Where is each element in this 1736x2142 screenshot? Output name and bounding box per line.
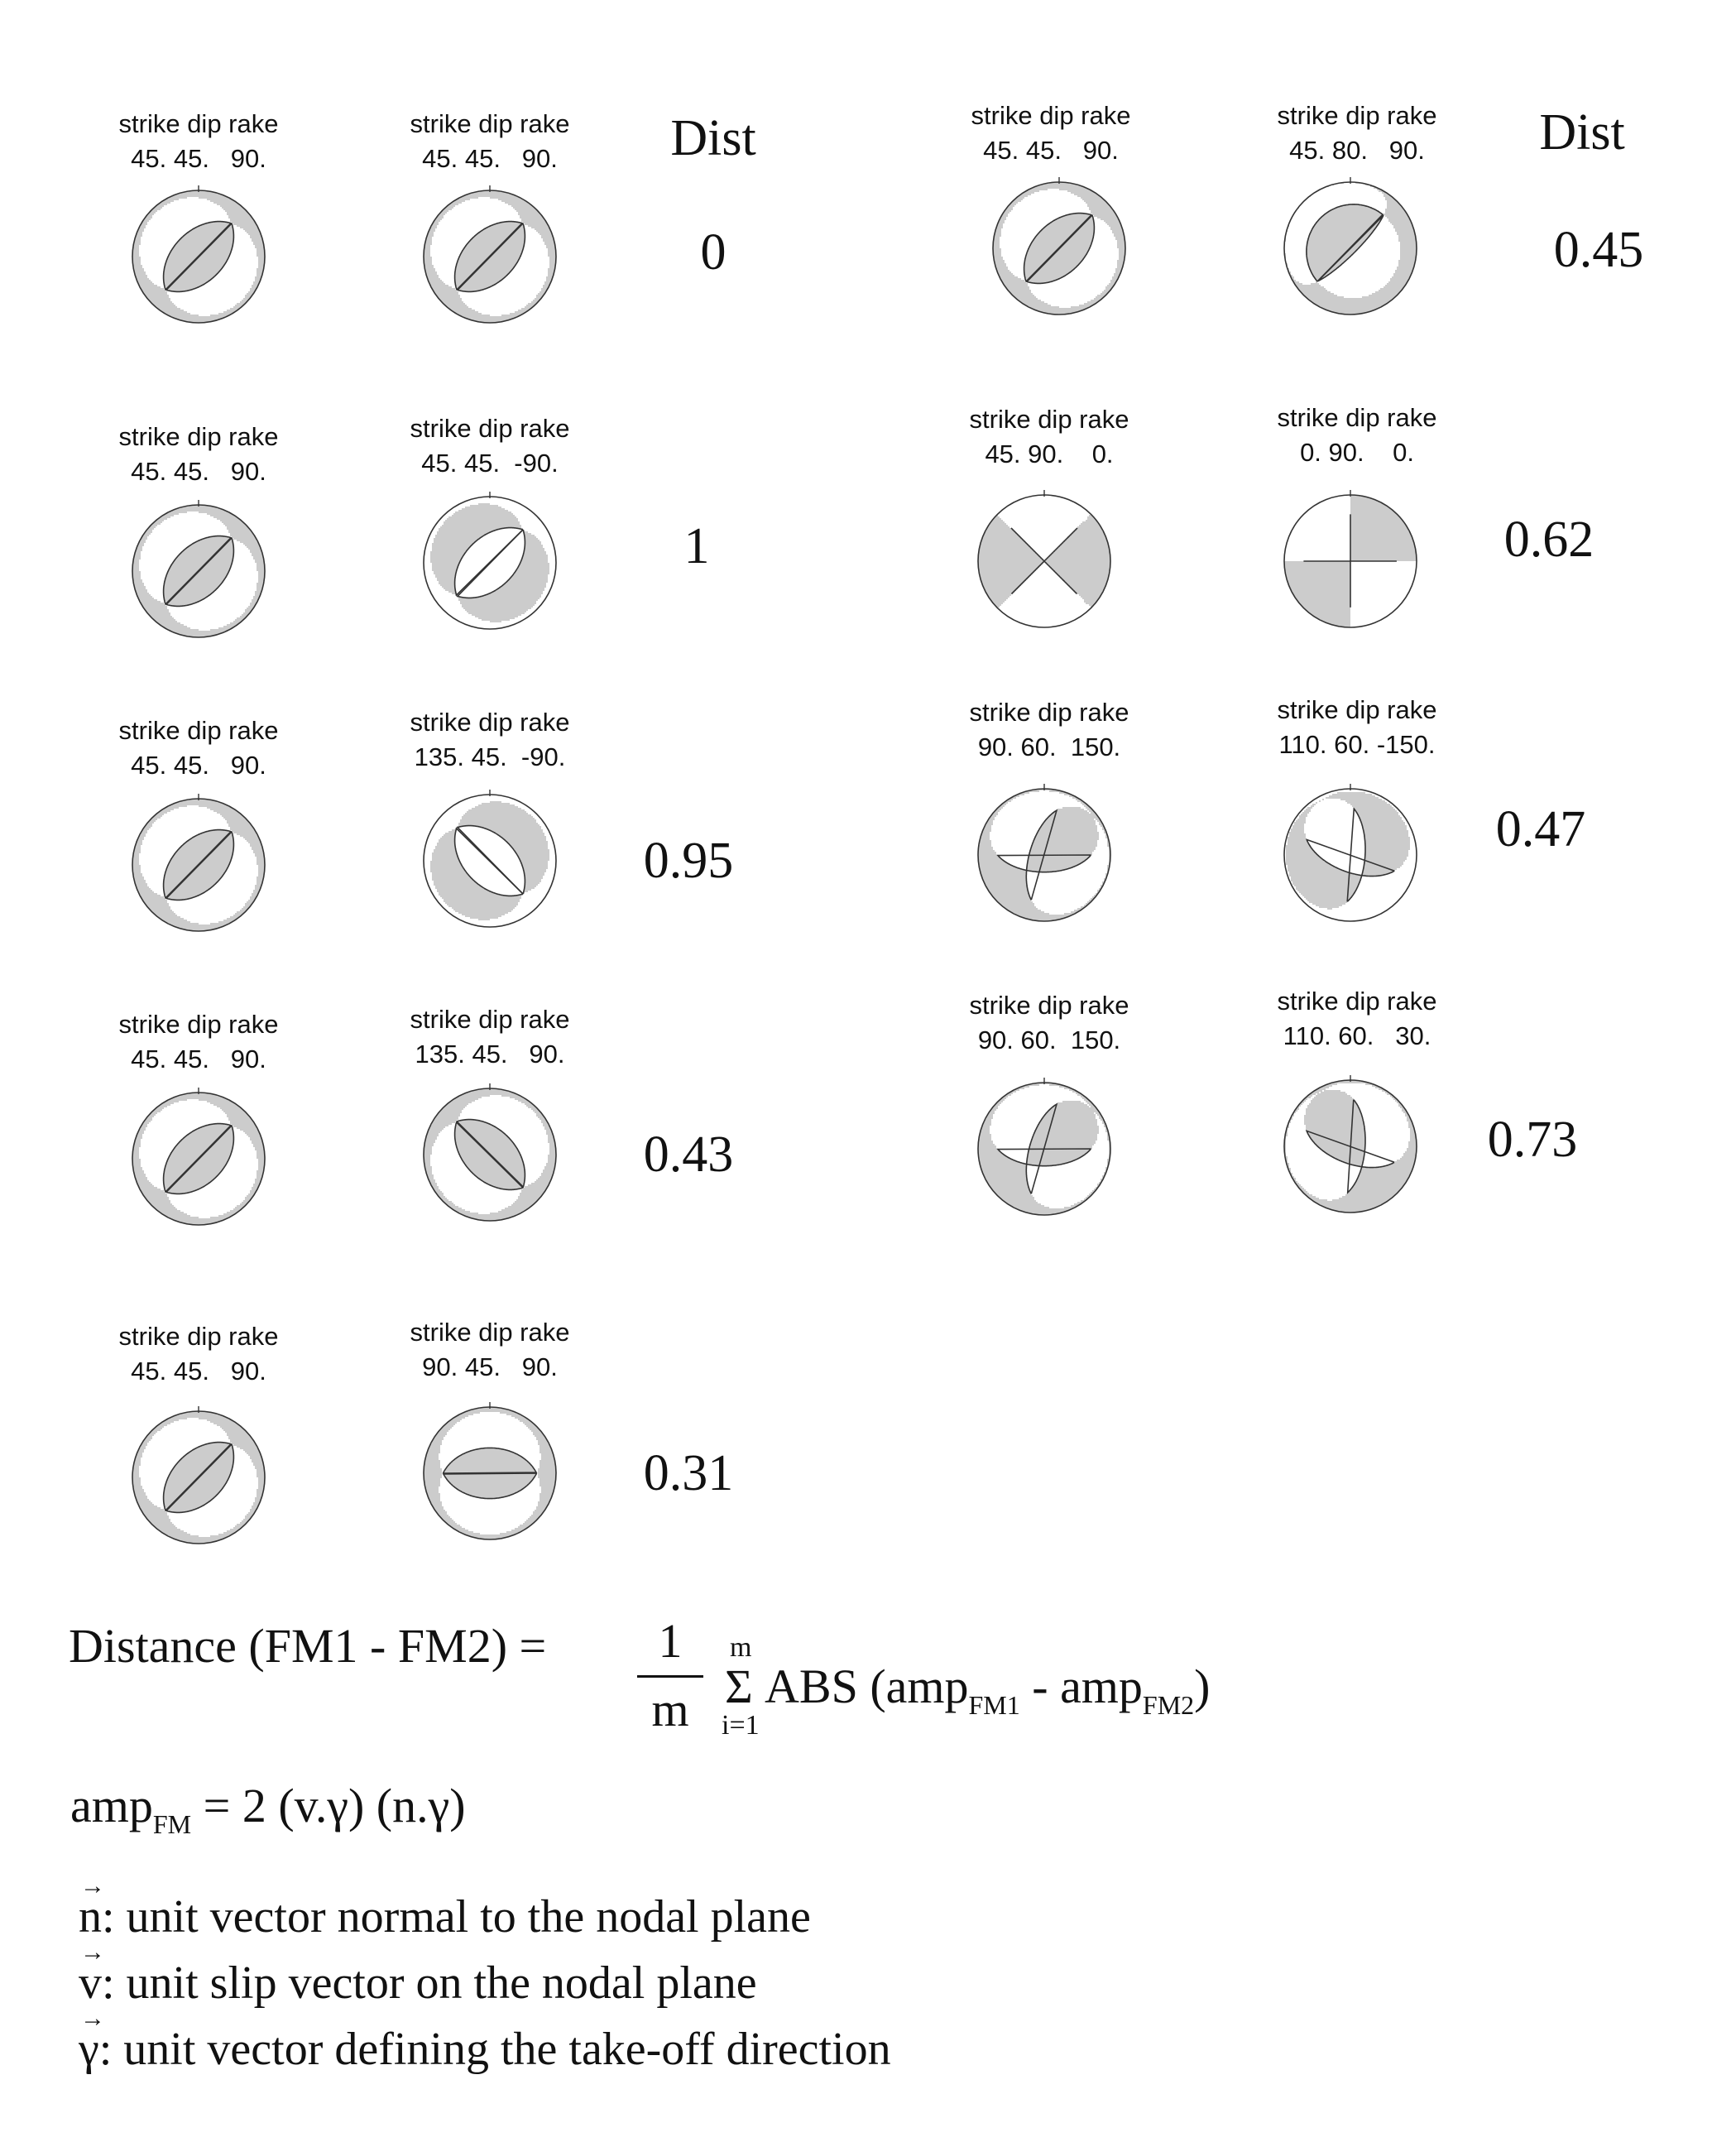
distance-value: 0.43 <box>643 1126 734 1183</box>
vector-arrow-icon: → <box>80 1938 105 1966</box>
fraction-bar <box>637 1675 703 1678</box>
definition-gamma-text: : unit vector defining the take-off direction <box>98 2024 891 2075</box>
beachball-1 <box>970 405 1129 627</box>
beachball-caption: strike dip rake <box>118 422 279 451</box>
beachball-caption: strike dip rake <box>969 405 1129 434</box>
beachball-values: 90. 60. 150. <box>977 1025 1121 1054</box>
sub-fm1: FM1 <box>968 1690 1020 1720</box>
distance-value: 0 <box>700 224 727 281</box>
beachball-caption: strike dip rake <box>969 698 1129 727</box>
beachball-caption: strike dip rake <box>1277 987 1437 1016</box>
fraction-numerator: 1 <box>658 1614 683 1668</box>
mechanism-pair-9 <box>970 987 1578 1215</box>
beachball-1 <box>119 1010 279 1225</box>
beachball-1 <box>119 1322 279 1544</box>
beachball-caption: strike dip rake <box>118 716 279 745</box>
beachball-caption: strike dip rake <box>1277 403 1437 432</box>
distance-value: 0.62 <box>1503 511 1595 568</box>
definition-v <box>79 1938 757 2010</box>
beachball-values: 45. 45. 90. <box>131 751 266 780</box>
beachball-caption: strike dip rake <box>969 991 1129 1020</box>
v-vector-symbol: → v <box>79 1938 105 2009</box>
beachball-caption: strike dip rake <box>410 109 570 138</box>
beachball-values: 45. 45. 90. <box>983 136 1119 165</box>
amp-formula <box>70 1778 466 1839</box>
beachball-values: 110. 60. -150. <box>1278 730 1436 759</box>
formula-fraction <box>637 1612 703 1738</box>
mechanism-pair-3 <box>119 708 734 931</box>
beachball-caption: strike dip rake <box>1277 101 1437 130</box>
beachball-values: 135. 45. -90. <box>414 742 566 771</box>
beachball-1 <box>119 716 279 931</box>
beachball-values: 45. 45. 90. <box>131 1045 266 1073</box>
beachball-1 <box>970 698 1129 921</box>
mechanism-pair-5 <box>119 1318 734 1544</box>
beachball-caption: strike dip rake <box>118 1010 279 1039</box>
beachball-2 <box>410 109 570 323</box>
beachball-2 <box>410 414 570 629</box>
beachball-1 <box>970 991 1129 1215</box>
beachball-2 <box>1278 403 1437 627</box>
n-vector-symbol: → n <box>79 1872 105 1943</box>
beachball-values: 45. 90. 0. <box>985 439 1114 468</box>
beachball-values: 45. 45. -90. <box>421 449 559 478</box>
distance-value: 0.47 <box>1495 801 1586 857</box>
beachball-2 <box>1278 101 1437 315</box>
beachball-caption: strike dip rake <box>410 708 570 737</box>
beachball-values: 45. 45. 90. <box>422 144 558 173</box>
beachball-2 <box>1278 695 1437 921</box>
distance-value: 0.73 <box>1487 1112 1578 1168</box>
beachball-caption: strike dip rake <box>410 1005 570 1034</box>
beachball-values: 110. 60. 30. <box>1283 1021 1431 1050</box>
amp-sub-fm: FM <box>152 1809 192 1839</box>
beachball-2 <box>410 708 570 927</box>
beachball-values: 45. 80. 90. <box>1289 136 1425 165</box>
beachball-caption: strike dip rake <box>410 414 570 443</box>
beachball-1 <box>119 422 279 637</box>
distance-value: 0.45 <box>1553 222 1644 278</box>
beachball-caption: strike dip rake <box>118 109 279 138</box>
vector-arrow-icon: → <box>80 1872 105 1899</box>
dist-header-right: Dist <box>1539 104 1625 161</box>
mechanism-pair-8 <box>970 695 1586 921</box>
mechanism-pair-4 <box>119 1005 734 1225</box>
vector-arrow-icon: → <box>80 2005 105 2032</box>
sum-lower-limit: i=1 <box>722 1710 760 1741</box>
beachball-caption: strike dip rake <box>118 1322 279 1351</box>
beachball-1 <box>119 109 279 323</box>
amp-label: amp <box>70 1779 153 1832</box>
definition-v-text: : unit slip vector on the nodal plane <box>102 1957 757 2009</box>
distance-formula <box>69 1618 546 1674</box>
abs-open: ABS (amp <box>765 1659 969 1713</box>
formula-lhs: Distance (FM1 - FM2) = <box>69 1619 547 1673</box>
beachball-values: 45. 45. 90. <box>131 144 266 173</box>
distance-value: 1 <box>683 518 710 574</box>
beachball-values: 0. 90. 0. <box>1300 438 1414 467</box>
abs-expression <box>765 1659 1211 1720</box>
beachball-values: 135. 45. 90. <box>415 1040 565 1069</box>
sum-upper-limit: m <box>730 1632 752 1663</box>
sub-fm2: FM2 <box>1142 1690 1195 1720</box>
mechanism-pair-7 <box>970 403 1595 627</box>
beachball-2 <box>1278 987 1437 1213</box>
abs-minus: - amp <box>1019 1659 1143 1713</box>
mechanism-pair-2 <box>119 414 710 637</box>
beachball-caption: strike dip rake <box>971 101 1131 130</box>
definition-gamma <box>79 2005 891 2076</box>
beachball-2 <box>410 1318 570 1539</box>
definition-n-text: : unit vector normal to the nodal plane <box>102 1891 811 1943</box>
beachball-values: 90. 60. 150. <box>977 732 1121 761</box>
beachball-values: 90. 45. 90. <box>422 1352 558 1381</box>
beachball-1 <box>971 101 1131 315</box>
beachball-values: 45. 45. 90. <box>131 457 266 486</box>
dist-header-left: Dist <box>670 110 756 166</box>
sum-symbol: Σ <box>725 1659 753 1713</box>
distance-value: 0.31 <box>643 1445 734 1501</box>
fraction-denominator: m <box>651 1682 689 1736</box>
abs-close: ) <box>1194 1659 1211 1713</box>
gamma-vector-symbol: → γ <box>79 2005 105 2075</box>
mechanism-pair-1 <box>119 109 727 323</box>
beachball-2 <box>410 1005 570 1221</box>
amp-rhs: = 2 (v.γ) (n.γ) <box>191 1779 466 1832</box>
definition-n <box>79 1872 811 1943</box>
distance-value: 0.95 <box>643 833 734 889</box>
beachball-caption: strike dip rake <box>1277 695 1437 724</box>
beachball-caption: strike dip rake <box>410 1318 570 1347</box>
beachball-values: 45. 45. 90. <box>131 1357 266 1386</box>
